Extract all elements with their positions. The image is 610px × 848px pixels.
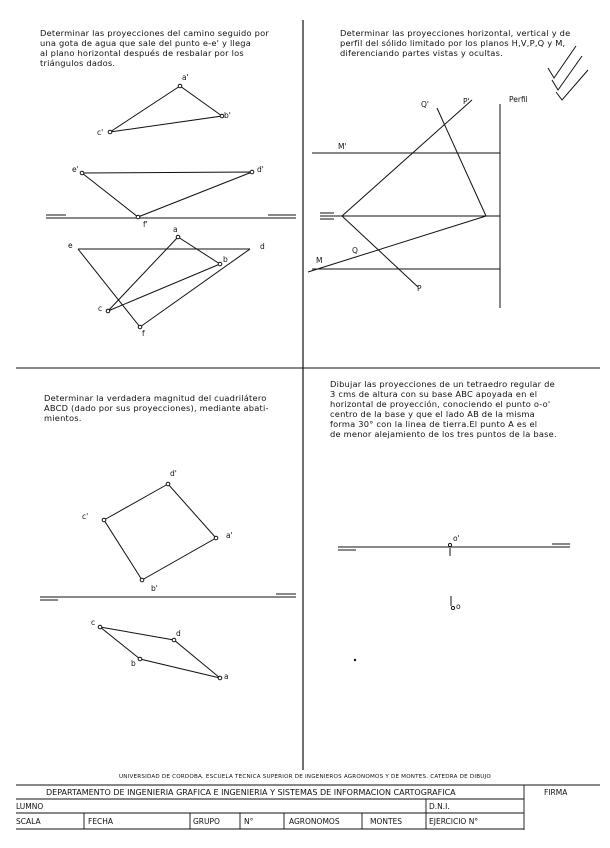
point-label: a	[173, 225, 178, 234]
ex3-statement	[44, 393, 294, 423]
ex1-line: una gota de agua que sale del punto e-e' y llega	[40, 38, 252, 48]
university-line: UNIVERSIDAD DE CORDOBA. ESCUELA TECNICA SUPERIOR DE INGENIEROS AGRONOMOS Y DE MONTES. CATEDRA DE DIBUJO	[118, 774, 492, 780]
point-label: d'	[257, 165, 264, 174]
department-name: DEPARTAMENTO DE INGENIERIA GRAFICA E INGENIERIA Y SISTEMAS DE INFORMACION CARTOGRAFICA	[46, 788, 456, 797]
plane-label: Q	[352, 246, 358, 255]
point-label: c'	[82, 512, 89, 521]
ex3-line: mientos.	[44, 413, 82, 423]
plane-label: M'	[338, 142, 347, 151]
plane-label: M	[316, 256, 323, 265]
point-label: e'	[72, 165, 79, 174]
ex1-line: al plano horizontal después de resbalar por los	[40, 48, 244, 58]
point-label: o	[456, 602, 461, 611]
plane-label: P	[417, 284, 422, 293]
plane-label: P'	[463, 97, 470, 106]
ex4-line: Dibujar las proyecciones de un tetraedro regular de	[330, 379, 555, 389]
point-label: f'	[143, 220, 148, 229]
ex4-line: 3 cms de altura con su base ABC apoyada en el	[330, 389, 538, 399]
ex1-line: Determinar las proyecciones del camino seguido por	[40, 28, 269, 38]
ex4-line: horizontal de proyección, conociendo el punto o-o'	[330, 399, 551, 409]
ex4-line: de menor alejamiento de los tres puntos de la base.	[330, 429, 557, 439]
ex3-drawing	[40, 482, 296, 680]
point-label: d	[176, 629, 181, 638]
point-label: o'	[453, 534, 460, 543]
ex2-statement	[340, 28, 595, 58]
point-label: a'	[182, 73, 189, 82]
grupo-label: GRUPO	[193, 817, 220, 826]
point-label: c'	[97, 128, 104, 137]
point-label: e	[68, 241, 73, 250]
point-label: c	[98, 304, 103, 313]
ex1-statement	[40, 28, 290, 68]
plane-label: Q'	[421, 100, 429, 109]
point-label: b	[223, 255, 228, 264]
point-label: b'	[151, 584, 158, 593]
point-label: a'	[226, 531, 233, 540]
point-label: d'	[170, 469, 177, 478]
point-label: d	[260, 242, 265, 251]
fecha-label: FECHA	[88, 817, 114, 826]
ex3-line: Determinar la verdadera magnitud del cuadrilátero	[44, 393, 267, 403]
point-label: a	[224, 672, 229, 681]
ex2-line: perfil del sólido limitado por los planos H,V,P,Q y M,	[340, 38, 566, 48]
ex3-line: ABCD (dado por sus proyecciones), mediante abati-	[44, 403, 269, 413]
escala-label: SCALA	[16, 817, 41, 826]
point-label: b	[131, 659, 136, 668]
ex4-line: centro de la base y que el lado AB de la misma	[330, 409, 535, 419]
ex1-line: triángulos dados.	[40, 58, 116, 68]
ex2-drawing	[308, 46, 588, 308]
perfil-label: Perfil	[509, 95, 528, 104]
alumno-label: LUMNO	[16, 802, 44, 811]
ex4-line: forma 30° con la linea de tierra.El punto A es el	[330, 419, 538, 429]
ex1-drawing	[46, 84, 296, 329]
point-label: c	[91, 618, 96, 627]
point-label: b'	[224, 111, 231, 120]
firma-label: FIRMA	[544, 788, 568, 797]
ex4-drawing	[338, 543, 570, 660]
ejercicio-label: EJERCICIO N°	[429, 817, 479, 826]
ex2-line: diferenciando partes vistas y ocultas.	[340, 48, 503, 58]
agronomos-label: AGRONOMOS	[289, 817, 340, 826]
ex2-line: Determinar las proyecciones horizontal, vertical y de	[340, 28, 571, 38]
point-label: f	[142, 329, 145, 338]
ex4-statement	[330, 379, 590, 439]
dni-label: D.N.I.	[429, 802, 450, 811]
numero-label: N°	[244, 817, 254, 826]
montes-label: MONTES	[370, 817, 403, 826]
